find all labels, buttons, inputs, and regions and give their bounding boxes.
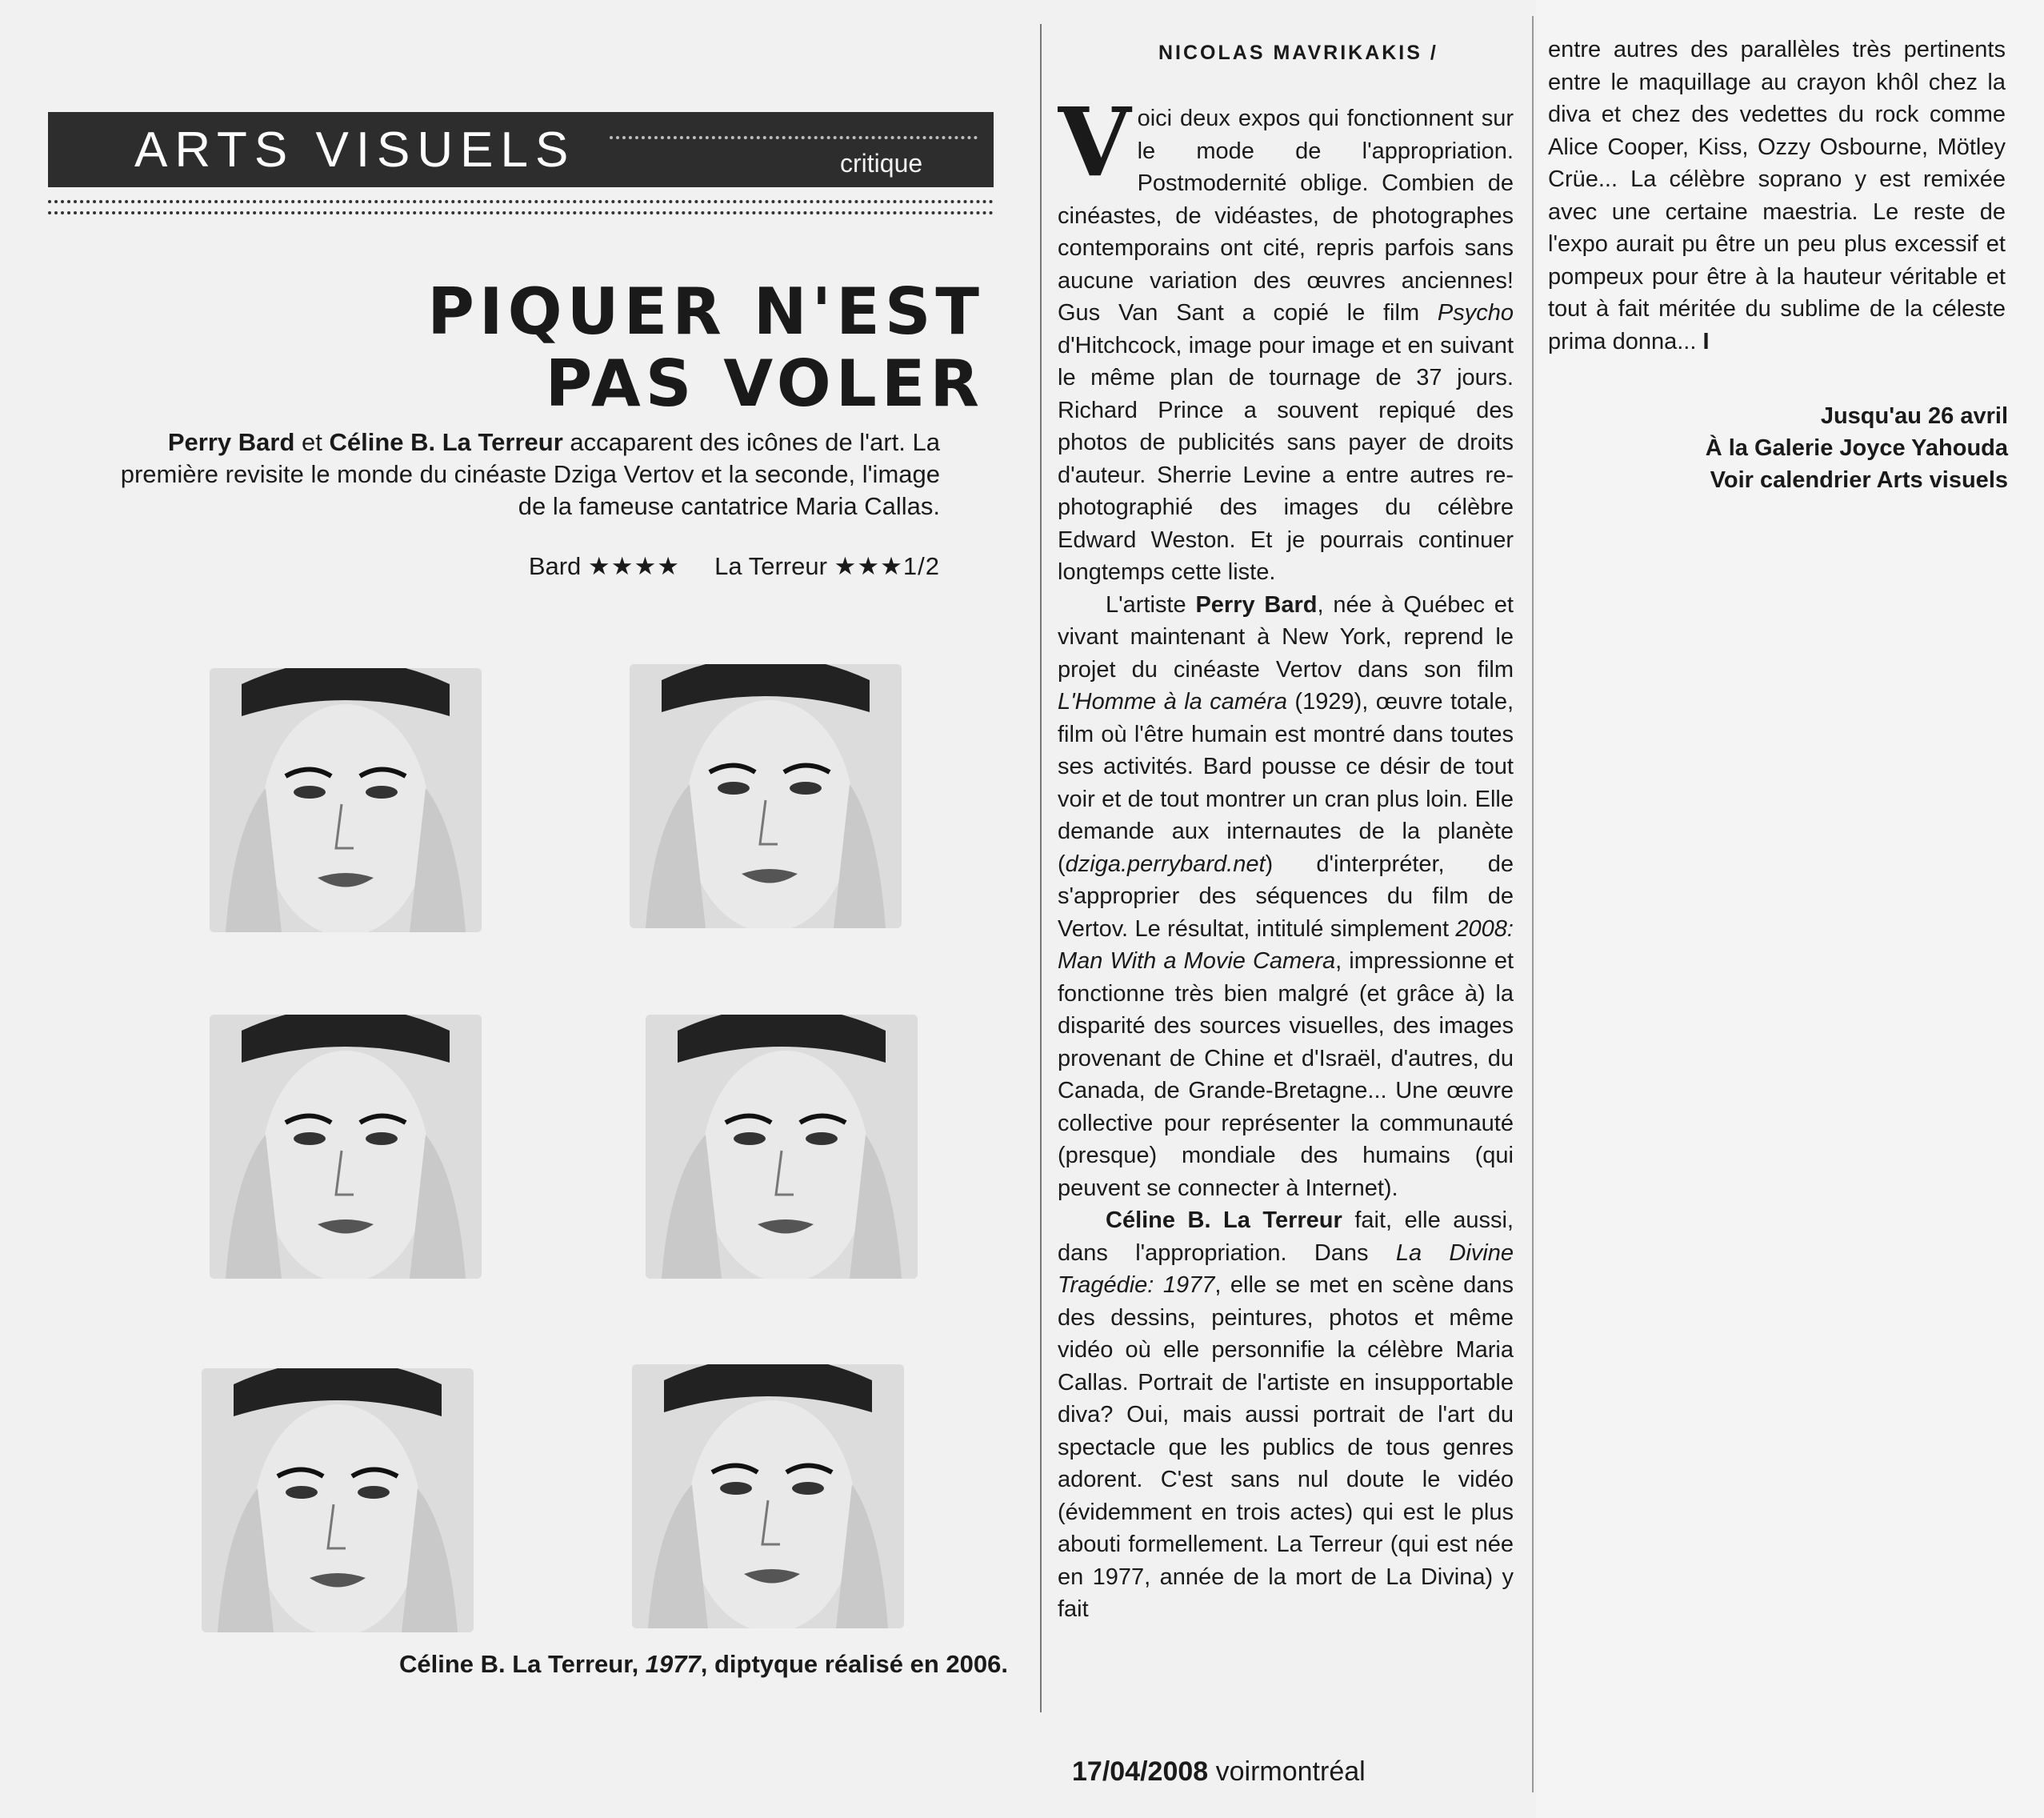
work-title: La Divine Tragédie: 1977	[1058, 1239, 1514, 1298]
rating-label-laterreur: La Terreur	[714, 552, 827, 580]
ratings	[320, 551, 940, 583]
paragraph	[1548, 34, 2006, 358]
paragraph-text: (1929), œuvre totale, film où l'être humain est montré dans toutes ses activités. Bard pousse ce désir de tout voir et de tout montrer un cran plus loin. Elle demande aux internautes de la planète (	[1058, 689, 1514, 877]
paragraph	[1058, 1204, 1514, 1626]
portrait-face-icon	[646, 1015, 918, 1279]
portrait-face-icon	[630, 664, 902, 928]
banner-dotted-rule	[610, 136, 978, 141]
caption-details: , diptyque réalisé en 2006.	[700, 1650, 1008, 1678]
photo-caption	[320, 1650, 1008, 1679]
headline: PIQUER N'EST PAS VOLER	[427, 274, 984, 421]
article-body-column-2	[1548, 34, 2006, 358]
drop-cap: V	[1058, 102, 1131, 198]
portrait-photo	[646, 1015, 918, 1279]
paragraph-text: ) d'interpréter, de s'approprier des séquences du film de Vertov. Le résultat, intitulé simplement	[1058, 851, 1514, 942]
byline: NICOLAS MAVRIKAKIS /	[1158, 42, 1438, 64]
portrait-face-icon	[202, 1368, 474, 1632]
lede-text-2: accaparent des icônes de l'art. La première revisite le monde du cinéaste Dziga Vertov et la seconde, l'image de la fameuse cantatrice Maria Callas.	[120, 428, 940, 520]
lede-name-2: Céline B. La Terreur	[329, 428, 563, 456]
publication-name: voirmontréal	[1208, 1756, 1366, 1787]
info-dates: Jusqu'au 26 avril	[1820, 403, 2008, 429]
section-banner	[48, 112, 994, 187]
paragraph-text: oici deux expos qui fonctionnent sur le mode de l'appropriation. Postmodernité oblige. Combien de cinéastes, de vidéastes, de photographes contemporains ont cité, repris parfois sans aucune variation des œuvres anciennes! Gus Van Sant a copié le film	[1058, 106, 1514, 326]
work-title: 2008: Man With a Movie Camera	[1058, 915, 1514, 974]
paragraph-text: , elle se met en scène dans des dessins, peintures, photos et même vidéo où elle personnifie la célèbre Maria Callas. Portrait de l'artiste en insupportable diva? Oui, mais aussi portrait de l'art du spectacle que les publics de tous genres adorent. C'est sans nul doute le vidéo (évidemment en trois actes) qui est le plus abouti formellement. La Terreur (qui est née en 1977, année de la mort de La Divina) y fait	[1058, 1272, 1514, 1622]
portrait-photo	[630, 664, 902, 928]
film-title: L'Homme à la caméra	[1058, 689, 1287, 715]
paragraph-text: , née à Québec et vivant maintenant à New York, reprend le projet du cinéaste Vertov dans son film	[1058, 591, 1514, 683]
paragraph-text: fait, elle aussi, dans l'appropriation. Dans	[1058, 1207, 1514, 1266]
paragraph-text: L'artiste	[1106, 591, 1196, 618]
dotted-divider	[48, 200, 994, 214]
portrait-face-icon	[210, 1015, 482, 1279]
section-label: critique	[840, 149, 923, 178]
end-mark: I	[1702, 328, 1710, 354]
portrait-face-icon	[632, 1364, 904, 1628]
paragraph-text: entre autres des parallèles très pertinents entre le maquillage au crayon khôl chez la diva et chez des vedettes du rock comme Alice Cooper, Kiss, Ozzy Osbourne, Mötley Crüe... La célèbre soprano y est remixée avec une certaine maestria. Le reste de l'expo aurait pu être un peu plus excessif et pompeux pour être à la hauteur véritable et tout à fait méritée du sublime de la céleste prima donna...	[1548, 37, 2006, 354]
rating-stars-bard: ★★★★	[587, 552, 681, 580]
issue-date: 17/04/2008	[1072, 1756, 1209, 1787]
info-calendar: Voir calendrier Arts visuels	[1710, 467, 2008, 493]
exhibition-info	[1680, 400, 2008, 496]
info-venue: À la Galerie Joyce Yahouda	[1705, 435, 2008, 461]
film-title: Psycho	[1437, 300, 1514, 326]
column-rule	[1040, 24, 1042, 1712]
artist-name: Perry Bard	[1195, 591, 1318, 618]
portrait-photo	[632, 1364, 904, 1628]
caption-artist: Céline B. La Terreur,	[398, 1650, 646, 1678]
paragraph-text: , impressionne et fonctionne très bien malgré (et grâce à) la disparité des sources visuelles, des images provenant de Chine et d'Israël, d'autres, du Canada, de Grande-Bretagne... Une œuvre collective pour représenter la communauté (presque) mondiale des humains (qui peuvent se connecter à Internet).	[1058, 948, 1514, 1201]
portrait-photo	[210, 668, 482, 932]
rating-stars-laterreur: ★★★1/2	[834, 552, 940, 580]
column-rule	[1532, 16, 1534, 1792]
lede-name-1: Perry Bard	[167, 428, 295, 456]
section-title: ARTS VISUELS	[134, 122, 576, 178]
portrait-photo	[210, 1015, 482, 1279]
project-url: dziga.perrybard.net	[1065, 851, 1266, 877]
page-footer	[1072, 1756, 1366, 1788]
paragraph	[1058, 589, 1514, 1205]
portrait-face-icon	[210, 668, 482, 932]
lede-text-1: et	[294, 428, 330, 456]
artist-name: Céline B. La Terreur	[1106, 1207, 1342, 1233]
rating-label-bard: Bard	[528, 552, 582, 580]
article-body-column-1	[1058, 102, 1514, 1719]
caption-work: 1977	[645, 1650, 701, 1678]
paragraph	[1058, 102, 1514, 589]
portrait-photo	[202, 1368, 474, 1632]
lede	[120, 426, 940, 523]
paragraph-text: d'Hitchcock, image pour image et en suivant le même plan de tournage de 37 jours. Richard Prince a souvent repiqué des photos de publicités sans payer de droits d'auteur. Sherrie Levine a entre autres re-photographié des images du célèbre Edward Weston. Et je pourrais continuer longtemps cette liste.	[1058, 332, 1514, 585]
